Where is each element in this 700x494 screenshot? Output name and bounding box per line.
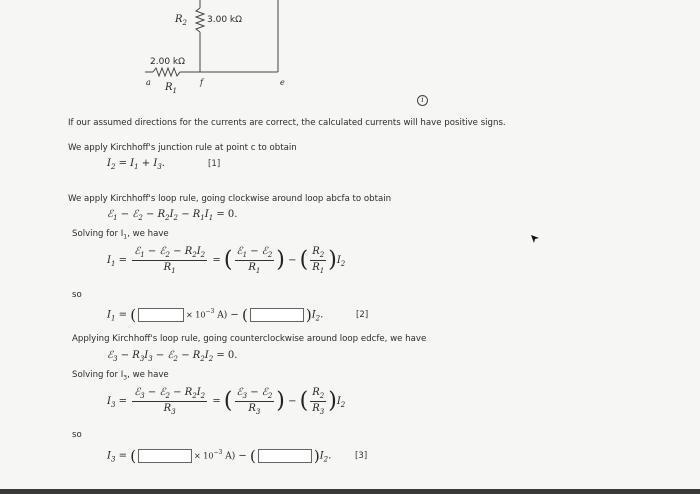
- r2-resistor: [196, 8, 204, 32]
- mouse-cursor-icon: [530, 234, 540, 244]
- i3-numeric: $I_3$ = ( × $10^{-3}$ A) − ( )$I_2$.: [107, 447, 332, 465]
- info-icon[interactable]: i: [417, 95, 428, 106]
- r1-label: $R_1$: [165, 82, 177, 95]
- equation-2-tag: [2]: [356, 310, 369, 320]
- i1-coeff-input[interactable]: [138, 308, 184, 322]
- i3-coeff-input[interactable]: [138, 449, 192, 463]
- so-1: so: [72, 290, 82, 300]
- loop2-equation: ℰ$_3$ − $R_3I_3$ − ℰ$_2$ − $R_2I_2 = 0$.: [107, 350, 238, 363]
- loop2-text: Applying Kirchhoff's loop rule, going counterclockwise around loop edcfe, we have: [72, 334, 427, 344]
- r1-resistor: [153, 68, 183, 76]
- point-f: f: [200, 78, 203, 87]
- so-2: so: [72, 430, 82, 440]
- point-e: e: [280, 78, 285, 87]
- i1-numeric: $I_1$ = ( × $10^{-3}$ A) − ( )$I_2$.: [107, 306, 324, 324]
- r1-value: 2.00 kΩ: [150, 57, 185, 67]
- loop1-equation: ℰ$_1$ − ℰ$_2$ − $R_2I_2 - R_1I_1 = 0$.: [107, 209, 238, 222]
- i3-expression: $I_3$ = $\frac{ℰ_3 - ℰ_2 - R_2I_2}{R_3}$ = ( $\frac{ℰ_3 - ℰ_2}{R_3}$ ) − ( $\frac{R_2}{R_3}$ )$I_2$: [107, 387, 346, 416]
- i1-expression: $I_1$ = $\frac{ℰ_1 - ℰ_2 - R_2I_2}{R_1}$ = ( $\frac{ℰ_1 - ℰ_2}{R_1}$ ) − ( $\frac{R_2}{R_1}$ )$I_2$: [107, 246, 346, 275]
- solve1-text: Solving for $I_1$, we have: [72, 229, 169, 241]
- bottom-bar: [0, 489, 700, 494]
- r2-label: $R_2$: [175, 14, 187, 27]
- intro-text: If our assumed directions for the currents are correct, the calculated currents will have positive signs.: [68, 118, 506, 128]
- loop1-text: We apply Kirchhoff's loop rule, going clockwise around loop abcfa to obtain: [68, 194, 392, 204]
- equation-1-tag: [1]: [208, 159, 221, 169]
- r2-value: 3.00 kΩ: [207, 15, 242, 25]
- point-a: a: [146, 78, 151, 87]
- junction-text: We apply Kirchhoff's junction rule at point c to obtain: [68, 143, 297, 153]
- equation-3-tag: [3]: [355, 451, 368, 461]
- i1-ratio-input[interactable]: [250, 308, 304, 322]
- solve3-text: Solving for $I_3$, we have: [72, 370, 169, 382]
- equation-1: $I_2 = I_1 + I_3$.: [107, 158, 165, 171]
- i3-ratio-input[interactable]: [258, 449, 312, 463]
